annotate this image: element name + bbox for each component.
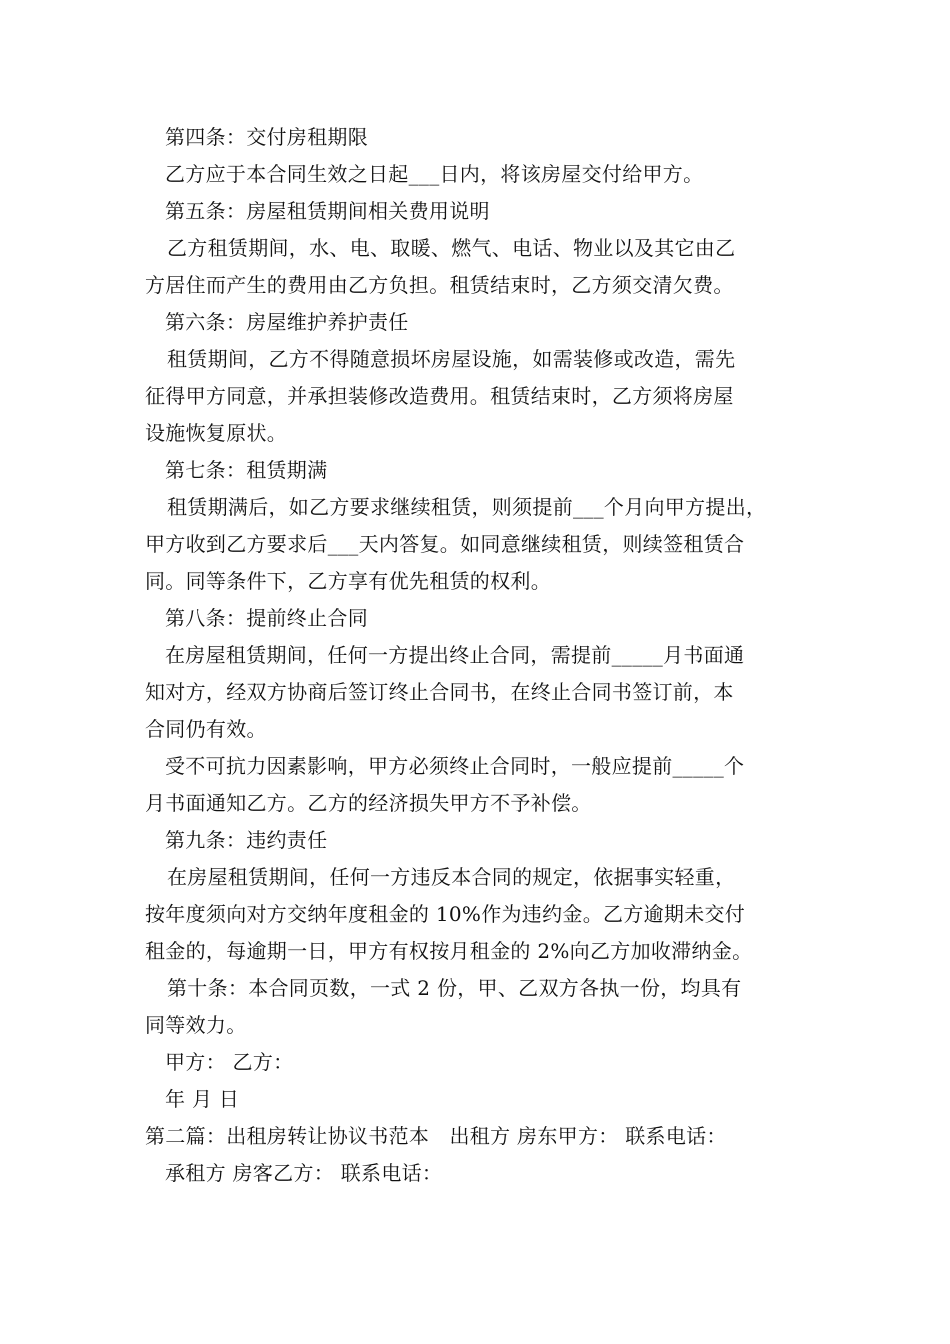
text-line: 第二篇：出租房转让协议书范本 出租方 房东甲方： 联系电话： [145, 1124, 727, 1148]
text-line: 合同仍有效。 [145, 717, 267, 741]
text-line: 设施恢复原状。 [145, 421, 288, 445]
text-line: 方居住而产生的费用由乙方负担。租赁结束时，乙方须交清欠费。 [145, 273, 734, 297]
text-line: 乙方应于本合同生效之日起___日内，将该房屋交付给甲方。 [165, 162, 704, 186]
text-line: 知对方，经双方协商后签订终止合同书，在终止合同书签订前，本 [145, 680, 734, 704]
text-line: 同等效力。 [145, 1013, 247, 1037]
text-line: 乙方租赁期间，水、电、取暖、燃气、电话、物业以及其它由乙 [167, 236, 736, 260]
text-line: 第十条：本合同页数，一式 2 份，甲、乙双方各执一份，均具有 [167, 976, 742, 1000]
text-line: 第四条：交付房租期限 [165, 125, 368, 149]
text-line: 承租方 房客乙方： 联系电话： [165, 1161, 443, 1185]
text-line: 甲方收到乙方要求后___天内答复。如同意继续租赁，则续签租赁合 [145, 532, 745, 556]
text-line: 第六条：房屋维护养护责任 [165, 310, 409, 334]
text-line: 按年度须向对方交纳年度租金的 10%作为违约金。乙方逾期未交付 [145, 902, 746, 926]
text-line: 在房屋租赁期间，任何一方违反本合同的规定，依据事实轻重， [167, 865, 736, 889]
text-line: 月书面通知乙方。乙方的经济损失甲方不予补偿。 [145, 791, 592, 815]
text-line: 第五条：房屋租赁期间相关费用说明 [165, 199, 490, 223]
text-line: 第七条：租赁期满 [165, 458, 328, 482]
text-line: 年 月 日 [165, 1087, 240, 1111]
text-line: 第八条：提前终止合同 [165, 606, 368, 630]
text-line: 甲方： 乙方： [165, 1050, 294, 1074]
text-line: 在房屋租赁期间，任何一方提出终止合同，需提前_____月书面通 [165, 643, 745, 667]
text-line: 租金的，每逾期一日，甲方有权按月租金的 2%向乙方加收滞纳金。 [145, 939, 753, 963]
text-line: 受不可抗力因素影响，甲方必须终止合同时，一般应提前_____个 [165, 754, 745, 778]
document-body [145, 119, 815, 1192]
text-line: 租赁期间，乙方不得随意损坏房屋设施，如需装修或改造，需先 [167, 347, 736, 371]
text-line: 征得甲方同意，并承担装修改造费用。租赁结束时，乙方须将房屋 [145, 384, 734, 408]
text-line: 第九条：违约责任 [165, 828, 328, 852]
text-line: 租赁期满后，如乙方要求继续租赁，则须提前___个月向甲方提出， [167, 495, 767, 519]
text-line: 同。同等条件下，乙方享有优先租赁的权利。 [145, 569, 551, 593]
